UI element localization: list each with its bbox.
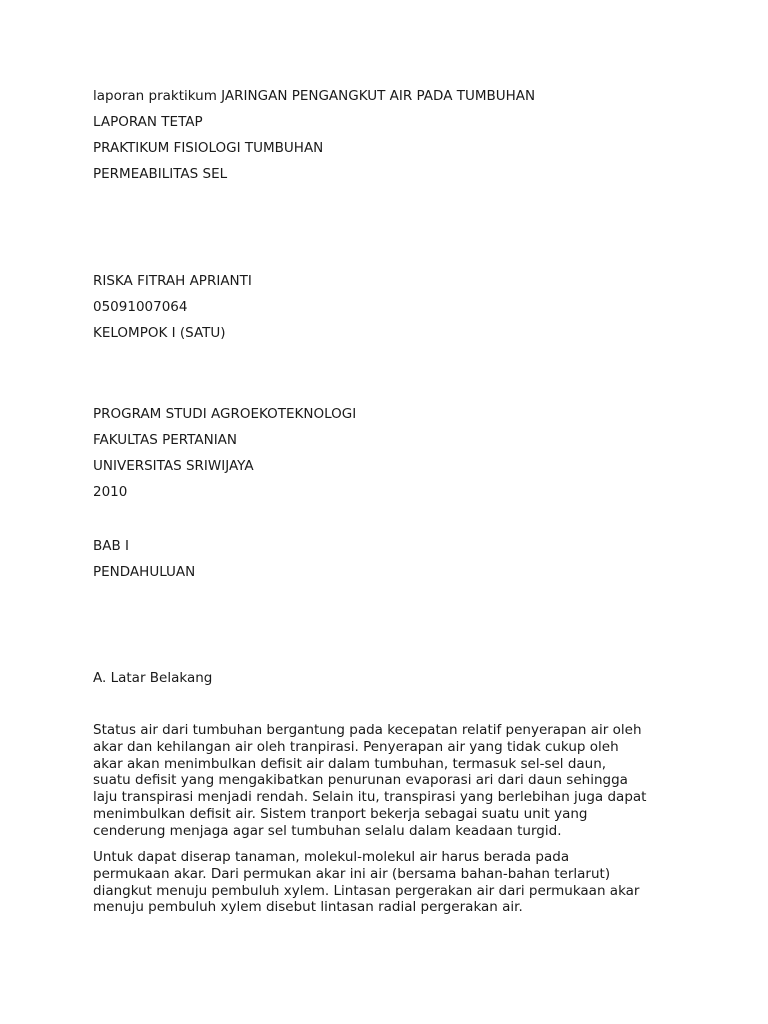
student-id: 05091007064 [93,299,188,315]
paragraph-line: diangkut menuju pembuluh xylem. Lintasan pergerakan air dari permukaan akar [93,882,640,899]
paragraph-line: akar akan menimbulkan defisit air dalam tumbuhan, termasuk sel-sel daun, [93,755,607,772]
course-name: PRAKTIKUM FISIOLOGI TUMBUHAN [93,140,324,156]
section-heading: A. Latar Belakang [93,670,213,686]
paragraph-line: menimbulkan defisit air. Sistem tranport bekerja sebagai suatu unit yang [93,805,588,822]
paragraph-1 [93,722,693,840]
paragraph-line: suatu defisit yang mengakibatkan penurunan evaporasi ari dari daun sehingga [93,772,628,789]
author-name: RISKA FITRAH APRIANTI [93,273,252,289]
paragraph-line: cenderung menjaga agar sel tumbuhan selalu dalam keadaan turgid. [93,822,562,839]
university-name: UNIVERSITAS SRIWIJAYA [93,458,254,474]
chapter-title: PENDAHULUAN [93,564,196,580]
report-type: LAPORAN TETAP [93,114,203,130]
paragraph-line: menuju pembuluh xylem disebut lintasan radial pergerakan air. [93,899,523,916]
document-title-line: laporan praktikum JARINGAN PENGANGKUT AIR PADA TUMBUHAN [93,88,536,104]
faculty-name: FAKULTAS PERTANIAN [93,432,238,448]
study-program: PROGRAM STUDI AGROEKOTEKNOLOGI [93,406,357,422]
paragraph-line: permukaan akar. Dari permukan akar ini air (bersama bahan-bahan terlarut) [93,865,611,882]
paragraph-2 [93,849,693,916]
topic-name: PERMEABILITAS SEL [93,166,228,182]
paragraph-line: laju transpirasi menjadi rendah. Selain itu, transpirasi yang berlebihan juga dapat [93,789,647,806]
paragraph-line: Untuk dapat diserap tanaman, molekul-molekul air harus berada pada [93,849,570,865]
paragraph-line: akar dan kehilangan air oleh tranpirasi. Penyerapan air yang tidak cukup oleh [93,738,619,755]
group-name: KELOMPOK I (SATU) [93,325,226,341]
paragraph-line: Status air dari tumbuhan bergantung pada kecepatan relatif penyerapan air oleh [93,722,642,738]
year: 2010 [93,484,128,500]
chapter-number: BAB I [93,538,130,554]
